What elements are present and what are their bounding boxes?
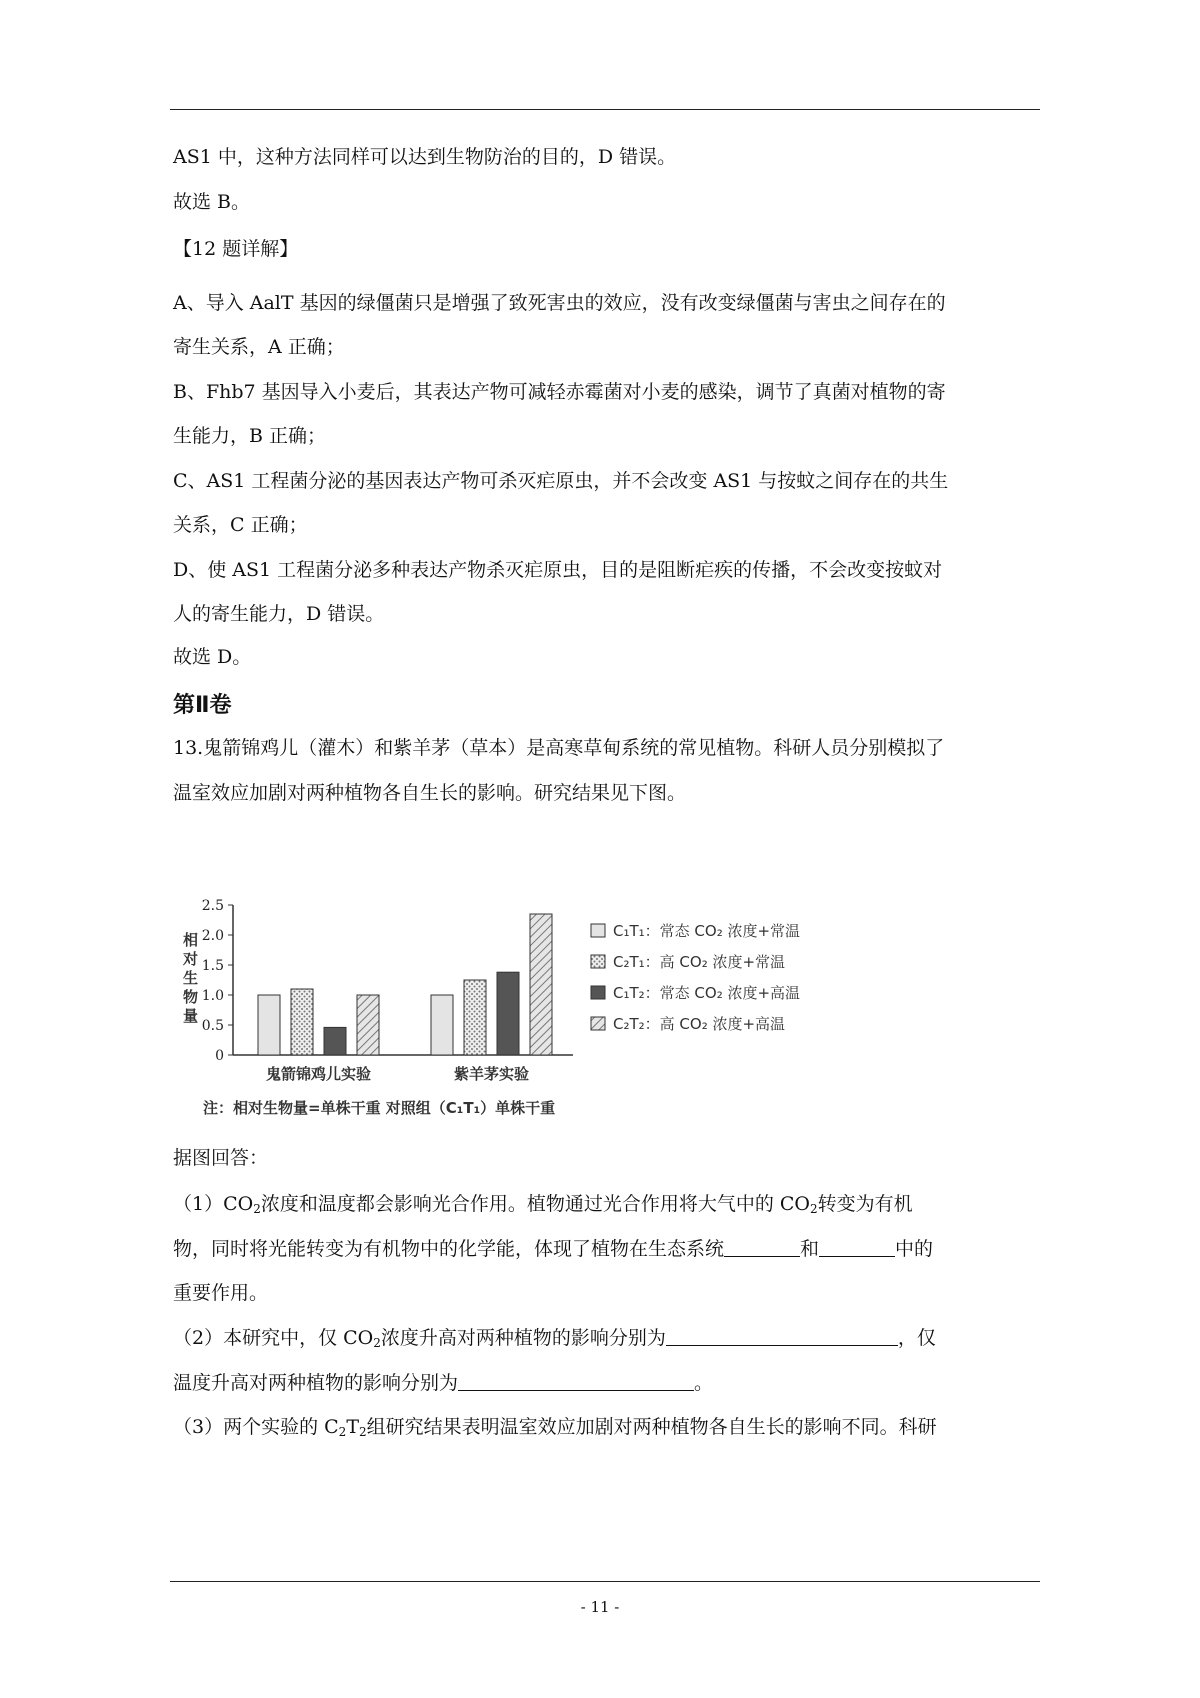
answer-intro: 据图回答： (173, 1147, 269, 1169)
y-axis-label-char: 物 (183, 988, 199, 1006)
y-tick-label: 1.0 (201, 988, 224, 1004)
y-axis-label-char: 量 (183, 1007, 199, 1025)
legend-swatch (591, 955, 605, 968)
bar (357, 995, 379, 1055)
text-line: 人的寄生能力，D 错误。 (173, 603, 385, 625)
bar (464, 980, 486, 1055)
y-tick-label: 0 (215, 1048, 224, 1064)
text-line: 关系，C 正确； (173, 514, 308, 536)
y-tick-label: 0.5 (201, 1018, 224, 1034)
bar (258, 995, 280, 1055)
subquestion-1: $(1)CO_2$浓度和温度都会影响光合作用。植物通过光合作用将大气中的 $CO_2$转变为有机 (173, 1193, 913, 1216)
bar (530, 914, 552, 1055)
legend-label: C₂T₂：高 CO₂ 浓度+高温 (613, 1015, 786, 1033)
section-heading: 第Ⅱ卷 (173, 693, 232, 718)
subquestion-2: （2）本研究中，仅 $CO_2$浓度升高对两种植物的影响分别为 ，仅 (173, 1327, 936, 1350)
answer-blank[interactable] (458, 1372, 694, 1391)
text-line: AS1 中，这种方法同样可以达到生物防治的目的，D 错误。 (173, 146, 677, 168)
footer-rule (170, 1581, 1040, 1582)
subquestion-3: （3）两个实验的 $C_2T_2$组研究结果表明温室效应加剧对两种植物各自生长的影响不同。科研 (173, 1416, 937, 1439)
chart-note: 注：相对生物量=单株干重 对照组（C₁T₁）单株干重 (203, 1099, 556, 1117)
bar (291, 989, 313, 1055)
y-axis-label-char: 相 (183, 931, 199, 949)
question-13-text: 温室效应加剧对两种植物各自生长的影响。研究结果见下图。 (173, 782, 687, 804)
biomass-bar-chart (173, 895, 893, 1230)
bar (324, 1027, 346, 1055)
answer-blank[interactable] (819, 1238, 895, 1257)
text-line: C、AS1 工程菌分泌的基因表达产物可杀灭疟原虫，并不会改变 AS1 与按蚊之间存在的共生 (173, 470, 949, 492)
page-number: - 11 - (580, 1598, 620, 1616)
legend-label: C₂T₁：高 CO₂ 浓度+常温 (613, 953, 786, 971)
answer-blank[interactable] (724, 1238, 800, 1257)
legend-label: C₁T₁：常态 CO₂ 浓度+常温 (613, 922, 801, 940)
y-tick-label: 2.5 (201, 898, 224, 914)
legend-swatch (591, 924, 605, 937)
text-line: 故选 D。 (173, 646, 252, 668)
header-rule (170, 109, 1040, 110)
legend-swatch (591, 1017, 605, 1030)
y-tick-label: 2.0 (201, 928, 224, 944)
y-axis-label-char: 对 (183, 950, 199, 968)
legend-swatch (591, 986, 605, 999)
text-line: D、使 AS1 工程菌分泌多种表达产物杀灭疟原虫，目的是阻断疟疾的传播，不会改变按蚊对 (173, 559, 943, 581)
bar (431, 995, 453, 1055)
question-detail-heading: 【12 题详解】 (173, 238, 299, 260)
subquestion-2-line2: 温度升高对两种植物的影响分别为 。 (173, 1372, 714, 1394)
answer-blank[interactable] (666, 1327, 898, 1346)
subquestion-1-line3: 重要作用。 (173, 1282, 269, 1304)
y-axis-label-char: 生 (183, 969, 199, 987)
subquestion-1-line2: 物，同时将光能转变为有机物中的化学能，体现了植物在生态系统 和 中的 (173, 1238, 934, 1260)
text-line: 故选 B。 (173, 191, 251, 213)
bar (497, 972, 519, 1055)
question-13-text: 13.鬼箭锦鸡儿（灌木）和紫羊茅（草本）是高寒草甸系统的常见植物。科研人员分别模拟了 (173, 737, 945, 759)
y-tick-label: 1.5 (201, 958, 224, 974)
text-line: B、Fhb7 基因导入小麦后，其表达产物可减轻赤霉菌对小麦的感染，调节了真菌对植物的寄 (173, 381, 946, 403)
legend-label: C₁T₂：常态 CO₂ 浓度+高温 (613, 984, 801, 1002)
text-line: 寄生关系，A 正确； (173, 336, 345, 358)
text-line: A、导入 AalT 基因的绿僵菌只是增强了致死害虫的效应，没有改变绿僵菌与害虫之间存在的 (173, 292, 946, 314)
text-line: 生能力，B 正确； (173, 425, 327, 447)
x-category-label: 鬼箭锦鸡儿实验 (265, 1065, 372, 1083)
x-category-label: 紫羊茅实验 (453, 1065, 530, 1083)
